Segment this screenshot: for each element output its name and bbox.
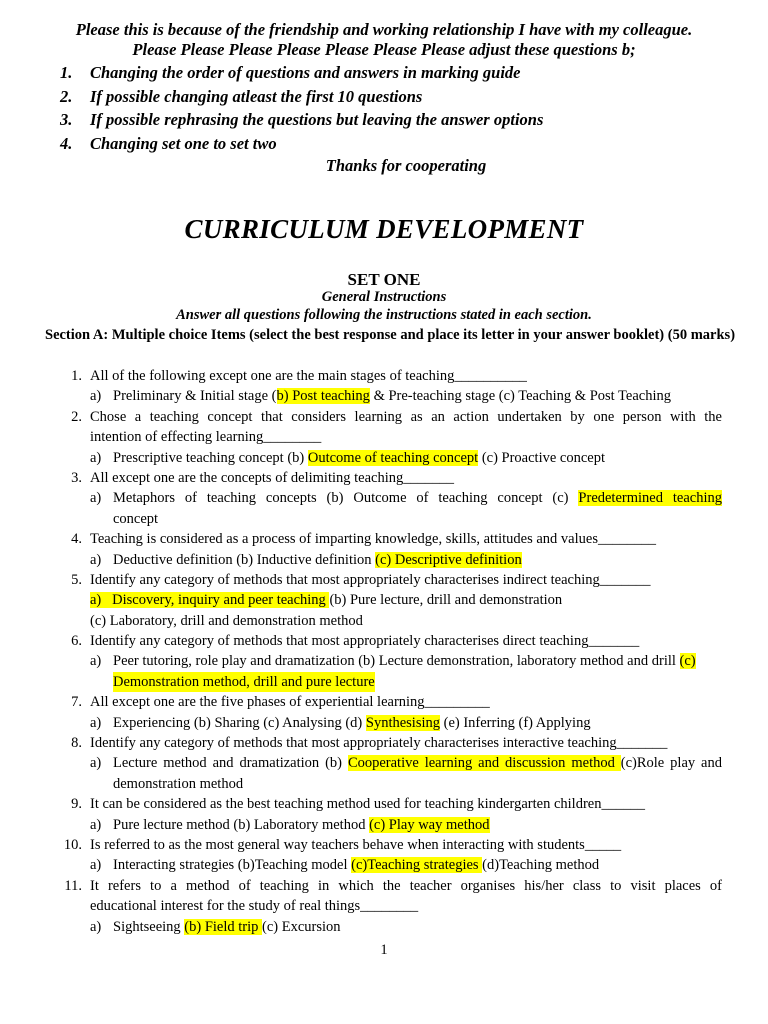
question-list (0, 366, 768, 937)
document-title: CURRICULUM DEVELOPMENT (184, 214, 584, 244)
general-instructions-heading: General Instructions (321, 289, 447, 305)
question-1: 1. All of the following except one are the main stages of teaching__________ (71, 368, 527, 384)
question-4: 4. Teaching is considered as a process of imparting knowledge, skills, attitudes and values________ (71, 531, 656, 548)
request-item: 3. If possible rephrasing the questions but leaving the answer options (60, 110, 544, 129)
set-heading: SET ONE (347, 270, 421, 289)
request-line-1: Please this is because of the friendship and working relationship I have with my colleague. (75, 20, 693, 39)
question-11-cont: educational interest for the study of real things________ (90, 898, 419, 915)
question-5-options: a) Discovery, inquiry and peer teaching (b) Pure lecture, drill and demonstration (90, 592, 563, 609)
question-2: 2. Chose a teaching concept that considers learning as an action undertaken by one person with the (71, 408, 722, 425)
section-a-heading: Section A: Multiple choice Items (select the best response and place its letter in your answer booklet) (50 marks) (45, 327, 736, 343)
question-8-options-cont: demonstration method (113, 775, 244, 792)
highlighted-answer: b) Post teaching (276, 388, 370, 405)
question-2-options: a) Prescriptive teaching concept (b) Outcome of teaching concept (c) Proactive concept (90, 449, 605, 466)
question-5-options-cont: (c) Laboratory, drill and demonstration method (90, 612, 363, 629)
question-6-options: a) Peer tutoring, role play and dramatization (b) Lecture demonstration, laboratory method and drill (c) (90, 653, 696, 670)
request-item: 4. Changing set one to set two (60, 133, 277, 153)
highlighted-answer: Outcome of teaching concept (307, 449, 479, 466)
answer-instruction: Answer all questions following the instructions stated in each section. (176, 307, 592, 323)
question-8: 8. Identify any category of methods that most appropriately characterises interactive teaching_______ (71, 735, 668, 752)
highlighted-answer: (c) Play way method (369, 816, 490, 833)
question-6: 6. Identify any category of methods that most appropriately characterises direct teaching_______ (71, 633, 640, 650)
question-9-options: a) Pure lecture method (b) Laboratory method (c) Play way method (90, 816, 490, 833)
question-1-options: a) Preliminary & Initial stage (b) Post teaching & Pre-teaching stage (c) Teaching & Post Teaching (90, 388, 671, 405)
question-3-options: a) Metaphors of teaching concepts (b) Outcome of teaching concept (c) Predetermined teaching (90, 490, 722, 507)
question-11-options: a) Sightseeing (b) Field trip (c) Excursion (90, 918, 341, 935)
question-3-options-cont: concept (113, 510, 159, 527)
question-2-cont: intention of effecting learning________ (90, 429, 322, 446)
question-7: 7. All except one are the five phases of experiential learning_________ (71, 694, 490, 711)
thanks-line: Thanks for cooperating (325, 156, 487, 175)
highlighted-answer: Cooperative learning and discussion method (347, 755, 621, 772)
highlighted-answer: a) Discovery, inquiry and peer teaching (90, 592, 330, 609)
request-list (60, 61, 543, 155)
question-11: 11. It refers to a method of teaching in which the teacher organises his/her class to visit places of (64, 877, 722, 894)
question-7-options: a) Experiencing (b) Sharing (c) Analysing (d) Synthesising (e) Inferring (f) Applying (90, 714, 591, 731)
page-number: 1 (380, 942, 388, 958)
highlighted-answer: (b) Field trip (184, 918, 263, 935)
highlighted-answer: (c)Teaching strategies (351, 857, 483, 874)
question-9: 9. It can be considered as the best teaching method used for teaching kindergarten children______ (71, 796, 645, 813)
request-item: 2. If possible changing atleast the first 10 questions (60, 86, 423, 106)
highlighted-answer: Synthesising (365, 714, 440, 731)
request-item: 1. Changing the order of questions and answers in marking guide (60, 63, 521, 82)
question-10-options: a) Interacting strategies (b)Teaching model (c)Teaching strategies (d)Teaching method (90, 857, 600, 874)
request-line-2: Please Please Please Please Please Please Please adjust these questions b; (132, 40, 636, 59)
highlighted-answer: (c) Descriptive definition (375, 551, 522, 568)
highlighted-answer: Predetermined teaching (578, 490, 722, 507)
question-3: 3. All except one are the concepts of delimiting teaching_______ (71, 469, 454, 486)
question-5: 5. Identify any category of methods that most appropriately characterises indirect teaching_______ (71, 571, 651, 588)
highlighted-answer: (c) (679, 653, 696, 670)
question-6-options-cont (0, 672, 768, 692)
question-10: 10. Is referred to as the most general way teachers behave when interacting with students_____ (63, 836, 622, 853)
highlighted-answer: Demonstration method, drill and pure lecture (113, 672, 375, 692)
question-8-options: a) Lecture method and dramatization (b) Cooperative learning and discussion method (c)Role play and (90, 755, 722, 772)
question-4-options: a) Deductive definition (b) Inductive definition (c) Descriptive definition (90, 551, 522, 568)
